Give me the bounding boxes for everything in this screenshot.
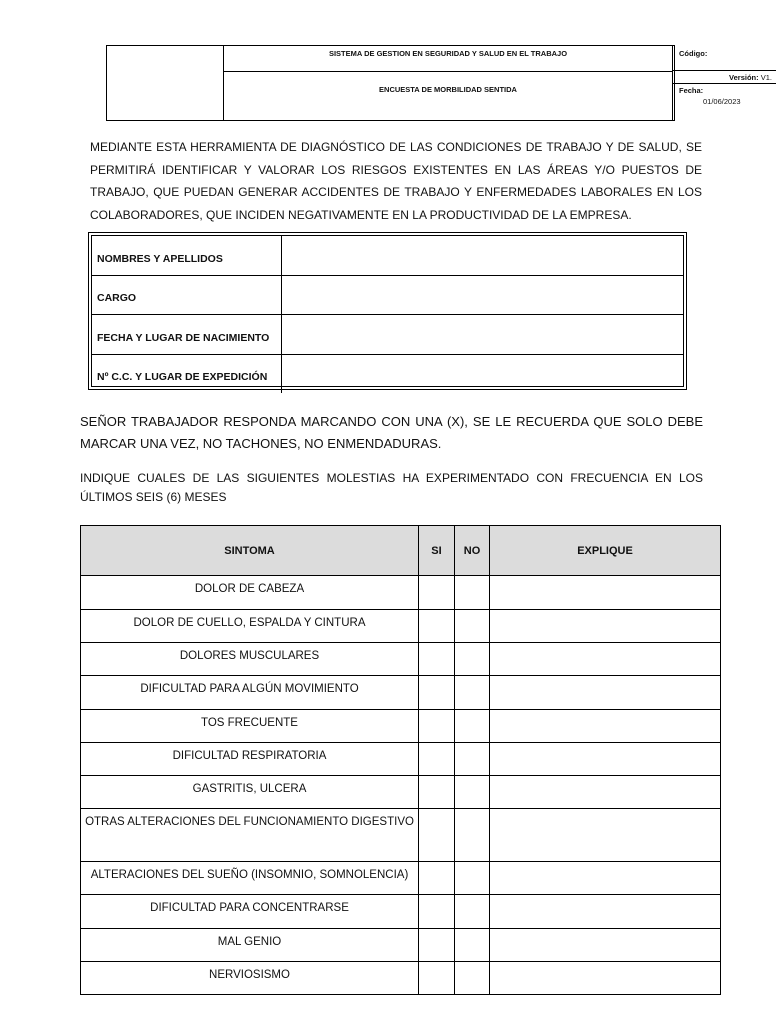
symptom-no-cell[interactable] xyxy=(455,895,490,929)
symptom-no-cell[interactable] xyxy=(455,710,490,743)
symptom-name: GASTRITIS, ULCERA xyxy=(81,776,419,809)
symptom-row xyxy=(81,710,721,743)
symptom-no-cell[interactable] xyxy=(455,929,490,962)
symptom-name: ALTERACIONES DEL SUEÑO (INSOMNIO, SOMNOLENCIA) xyxy=(81,862,419,895)
symptom-explique-cell[interactable] xyxy=(490,710,721,743)
survey-title: ENCUESTA DE MORBILIDAD SENTIDA xyxy=(224,72,673,120)
personal-field-label: CARGO xyxy=(92,275,282,314)
symptom-si-cell[interactable] xyxy=(419,643,455,676)
symptom-row xyxy=(81,809,721,862)
symptom-si-cell[interactable] xyxy=(419,610,455,643)
symptom-no-cell[interactable] xyxy=(455,610,490,643)
personal-field-value[interactable] xyxy=(284,354,683,393)
symptom-si-cell[interactable] xyxy=(419,710,455,743)
symptom-row xyxy=(81,610,721,643)
symptom-explique-cell[interactable] xyxy=(490,962,721,995)
personal-field-label: Nº C.C. Y LUGAR DE EXPEDICIÓN xyxy=(92,354,282,393)
symptom-si-cell[interactable] xyxy=(419,776,455,809)
symptom-explique-cell[interactable] xyxy=(490,776,721,809)
symptom-row xyxy=(81,576,721,610)
version-label: Versión: xyxy=(729,73,759,82)
date-value: 01/06/2023 xyxy=(703,97,741,106)
document-header xyxy=(106,45,772,121)
symptom-si-cell[interactable] xyxy=(419,962,455,995)
header-explique: EXPLIQUE xyxy=(490,526,721,576)
symptom-row xyxy=(81,929,721,962)
symptom-name: DIFICULTAD RESPIRATORIA xyxy=(81,743,419,776)
header-no: NO xyxy=(455,526,490,576)
symptom-row xyxy=(81,895,721,929)
header-si: SI xyxy=(419,526,455,576)
logo-placeholder xyxy=(107,46,224,120)
symptom-explique-cell[interactable] xyxy=(490,743,721,776)
symptom-name: DOLOR DE CABEZA xyxy=(81,576,419,610)
personal-field-row xyxy=(92,236,683,276)
symptom-explique-cell[interactable] xyxy=(490,809,721,862)
symptom-row xyxy=(81,776,721,809)
symptom-name: OTRAS ALTERACIONES DEL FUNCIONAMIENTO DIGESTIVO xyxy=(81,809,419,862)
symptom-no-cell[interactable] xyxy=(455,676,490,710)
personal-data-table xyxy=(88,232,687,390)
personal-field-label: FECHA Y LUGAR DE NACIMIENTO xyxy=(92,315,282,354)
symptom-name: DIFICULTAD PARA ALGÚN MOVIMIENTO xyxy=(81,676,419,710)
personal-field-value[interactable] xyxy=(284,236,683,275)
symptom-si-cell[interactable] xyxy=(419,862,455,895)
symptom-explique-cell[interactable] xyxy=(490,895,721,929)
symptom-explique-cell[interactable] xyxy=(490,862,721,895)
symptom-name: TOS FRECUENTE xyxy=(81,710,419,743)
symptom-row xyxy=(81,743,721,776)
intro-paragraph: MEDIANTE ESTA HERRAMIENTA DE DIAGNÓSTICO DE LAS CONDICIONES DE TRABAJO Y DE SALUD, SE PERMITIRÁ IDENTIFICAR Y VALORAR LOS RIESGOS EXISTENTES EN LAS ÁREAS Y/O PUESTOS DE TRABAJO, QUE PUEDAN GENERAR ACCIDENTES DE TRABAJO Y ENFERMEDADES LABORALES EN LOS COLABORADORES, QUE INCIDEN NEGATIVAMENTE EN LA PRODUCTIVIDAD DE LA EMPRESA. xyxy=(90,140,702,222)
date-label: Fecha: xyxy=(679,86,704,95)
symptom-explique-cell[interactable] xyxy=(490,929,721,962)
code-label: Código: xyxy=(673,46,776,71)
version-value: V1. xyxy=(760,73,772,82)
date-cell xyxy=(673,85,776,120)
symptom-name: MAL GENIO xyxy=(81,929,419,962)
symptom-name: DOLOR DE CUELLO, ESPALDA Y CINTURA xyxy=(81,610,419,643)
symptom-explique-cell[interactable] xyxy=(490,643,721,676)
symptom-name: DOLORES MUSCULARES xyxy=(81,643,419,676)
personal-field-value[interactable] xyxy=(284,315,683,354)
symptom-no-cell[interactable] xyxy=(455,643,490,676)
symptom-si-cell[interactable] xyxy=(419,895,455,929)
symptom-row xyxy=(81,643,721,676)
symptom-row xyxy=(81,962,721,995)
symptom-si-cell[interactable] xyxy=(419,676,455,710)
personal-field-label: NOMBRES Y APELLIDOS xyxy=(92,236,282,275)
instruction-symptoms: INDIQUE CUALES DE LAS SIGUIENTES MOLESTIAS HA EXPERIMENTADO CON FRECUENCIA EN LOS ÚLTIMOS SEIS (6) MESES xyxy=(80,471,703,504)
symptom-si-cell[interactable] xyxy=(419,743,455,776)
symptoms-table xyxy=(80,525,721,995)
symptom-name: NERVIOSISMO xyxy=(81,962,419,995)
symptom-no-cell[interactable] xyxy=(455,962,490,995)
symptom-no-cell[interactable] xyxy=(455,809,490,862)
symptom-si-cell[interactable] xyxy=(419,929,455,962)
header-sintoma: SINTOMA xyxy=(81,526,419,576)
symptoms-header-row xyxy=(81,526,721,576)
system-title: SISTEMA DE GESTION EN SEGURIDAD Y SALUD EN EL TRABAJO xyxy=(224,46,673,72)
symptom-si-cell[interactable] xyxy=(419,576,455,610)
personal-field-row xyxy=(92,315,683,355)
symptom-explique-cell[interactable] xyxy=(490,610,721,643)
instruction-marking: SEÑOR TRABAJADOR RESPONDA MARCANDO CON UNA (X), SE LE RECUERDA QUE SOLO DEBE MARCAR UNA VEZ, NO TACHONES, NO ENMENDADURAS. xyxy=(80,414,703,451)
personal-data-inner xyxy=(91,235,684,387)
symptom-no-cell[interactable] xyxy=(455,776,490,809)
symptom-no-cell[interactable] xyxy=(455,576,490,610)
personal-field-row xyxy=(92,275,683,315)
symptom-explique-cell[interactable] xyxy=(490,576,721,610)
symptom-si-cell[interactable] xyxy=(419,809,455,862)
symptom-explique-cell[interactable] xyxy=(490,676,721,710)
symptom-row xyxy=(81,676,721,710)
personal-field-value[interactable] xyxy=(284,275,683,314)
symptom-no-cell[interactable] xyxy=(455,862,490,895)
symptom-no-cell[interactable] xyxy=(455,743,490,776)
symptom-name: DIFICULTAD PARA CONCENTRARSE xyxy=(81,895,419,929)
personal-field-row xyxy=(92,354,683,393)
version-cell xyxy=(673,72,776,84)
symptom-row xyxy=(81,862,721,895)
